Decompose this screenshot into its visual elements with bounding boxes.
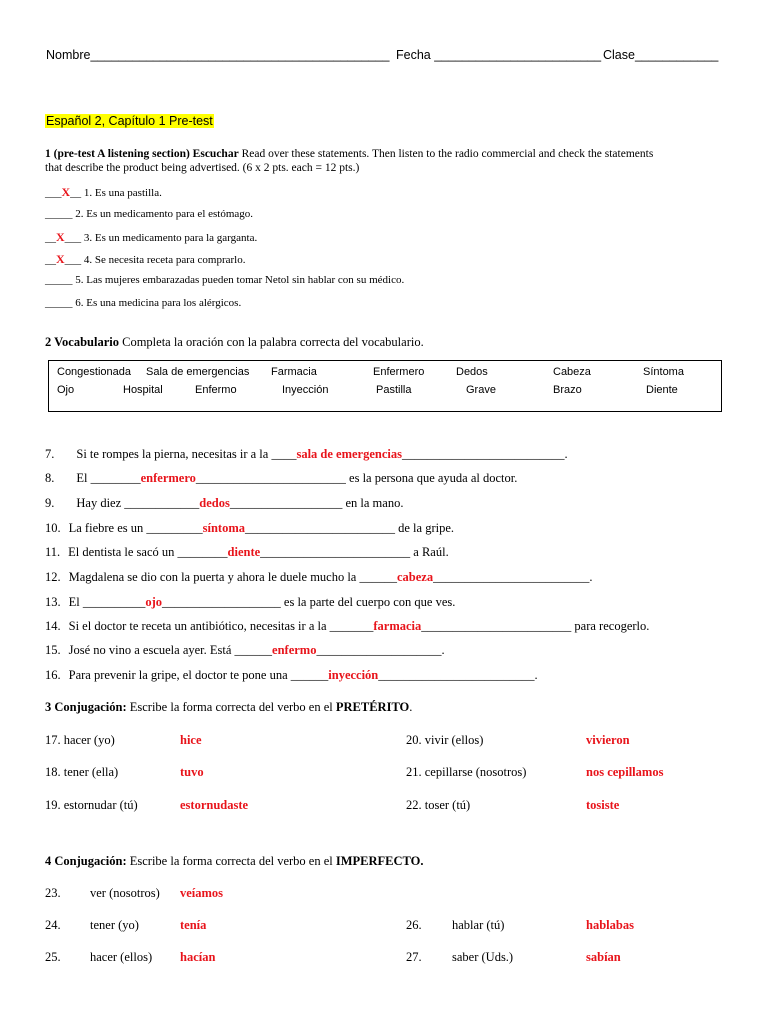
answer[interactable]: diente (227, 545, 261, 559)
sentence-14: 14. Si el doctor te receta un antibiótico, necesitas ir a la _______farmacia________________________ para recogerlo. (45, 619, 650, 633)
vocab-word: Síntoma (643, 366, 684, 378)
vocab-word: Dedos (456, 366, 488, 378)
sentence-8: 8. El ________enfermero________________________ es la persona que ayuda al doctor. (45, 471, 518, 485)
section-3-heading: 3 Conjugación: Escribe la forma correcta del verbo en el PRETÉRITO. (45, 700, 413, 714)
list-item: _____ 5. Las mujeres embarazadas pueden tomar Netol sin hablar con su médico. (45, 274, 405, 286)
imperfect-answer[interactable]: hablabas (586, 918, 634, 932)
check-mark[interactable]: X (61, 185, 71, 199)
conjugation-label: 19. estornudar (tú) (45, 798, 138, 812)
vocab-word: Brazo (553, 384, 582, 396)
sentence-7: 7. Si te rompes la pierna, necesitas ir a la ____sala de emergencias__________________________. (45, 447, 568, 461)
vocab-word: Cabeza (553, 366, 591, 378)
check-mark[interactable]: X (56, 252, 65, 266)
imperfect-answer[interactable]: sabían (586, 950, 621, 964)
list-item: __X___ 3. Es un medicamento para la garganta. (45, 230, 258, 244)
section-4-heading: 4 Conjugación: Escribe la forma correcta del verbo en el IMPERFECTO. (45, 854, 424, 868)
conjugation-answer[interactable]: estornudaste (180, 798, 249, 812)
answer[interactable]: ojo (145, 595, 163, 609)
list-item: __X___ 4. Se necesita receta para comprarlo. (45, 252, 246, 266)
imperfect-answer[interactable]: hacían (180, 950, 216, 964)
conjugation-answer[interactable]: hice (180, 733, 202, 747)
name-line[interactable]: Nombre___________________________________________ (46, 48, 390, 62)
vocab-word: Hospital (123, 384, 163, 396)
section-1-heading: 1 (pre-test A listening section) Escuchar Read over these statements. Then listen to the radio commercial and check the statements (45, 148, 654, 160)
vocab-word: Farmacia (271, 366, 317, 378)
imperfect-number: 25. (45, 950, 61, 964)
imperfect-number: 24. (45, 918, 61, 932)
answer[interactable]: enfermero (140, 471, 196, 485)
conjugation-answer[interactable]: vivieron (586, 733, 630, 747)
imperfect-verb: saber (Uds.) (452, 950, 514, 964)
imperfect-verb: tener (yo) (90, 918, 139, 932)
imperfect-number: 27. (406, 950, 422, 964)
imperfect-verb: ver (nosotros) (90, 886, 160, 900)
sentence-16: 16. Para prevenir la gripe, el doctor te pone una ______inyección_________________________. (45, 668, 538, 682)
answer[interactable]: inyección (328, 668, 379, 682)
vocab-word: Grave (466, 384, 496, 396)
class-line[interactable]: Clase____________ (603, 48, 719, 62)
page-title: Español 2, Capítulo 1 Pre-test (46, 114, 213, 128)
section-1-heading-line2: that describe the product being advertised. (6 x 2 pts. each = 12 pts.) (45, 162, 360, 174)
check-mark[interactable]: X (56, 230, 65, 244)
imperfect-verb: hablar (tú) (452, 918, 505, 932)
section-2-heading: 2 Vocabulario Completa la oración con la palabra correcta del vocabulario. (45, 335, 424, 349)
conjugation-answer[interactable]: tuvo (180, 765, 204, 779)
conjugation-label: 17. hacer (yo) (45, 733, 115, 747)
conjugation-label: 20. vivir (ellos) (406, 733, 484, 747)
sentence-12: 12. Magdalena se dio con la puerta y ahora le duele mucho la ______cabeza_________________________. (45, 570, 593, 584)
vocab-word: Inyección (282, 384, 329, 396)
answer[interactable]: dedos (199, 496, 230, 510)
imperfect-number: 23. (45, 886, 61, 900)
vocab-word: Sala de emergencias (146, 366, 250, 378)
answer[interactable]: farmacia (373, 619, 422, 633)
imperfect-verb: hacer (ellos) (90, 950, 153, 964)
sentence-10: 10. La fiebre es un _________síntoma________________________ de la gripe. (45, 521, 455, 535)
answer[interactable]: síntoma (202, 521, 245, 535)
vocab-word: Enfermo (195, 384, 237, 396)
date-line[interactable]: Fecha ________________________ (396, 48, 602, 62)
conjugation-label: 21. cepillarse (nosotros) (406, 765, 527, 779)
list-item: _____ 2. Es un medicamento para el estómago. (45, 208, 254, 220)
conjugation-label: 22. toser (tú) (406, 798, 471, 812)
list-item: _____ 6. Es una medicina para los alérgicos. (45, 297, 242, 309)
vocab-word: Diente (646, 384, 678, 396)
imperfect-answer[interactable]: veíamos (180, 886, 224, 900)
vocab-word: Ojo (57, 384, 75, 396)
sentence-11: 11. El dentista le sacó un ________diente________________________ a Raúl. (45, 545, 449, 559)
conjugation-answer[interactable]: tosiste (586, 798, 620, 812)
vocab-word: Enfermero (373, 366, 425, 378)
sentence-13: 13. El __________ojo___________________ es la parte del cuerpo con que ves. (45, 595, 456, 609)
answer[interactable]: sala de emergencias (296, 447, 402, 461)
sentence-15: 15. José no vino a escuela ayer. Está ______enfermo____________________. (45, 643, 445, 657)
imperfect-answer[interactable]: tenía (180, 918, 207, 932)
conjugation-answer[interactable]: nos cepillamos (586, 765, 664, 779)
vocab-word: Congestionada (57, 366, 132, 378)
sentence-9: 9. Hay diez ____________dedos__________________ en la mano. (45, 496, 404, 510)
list-item: ___X__ 1. Es una pastilla. (45, 185, 162, 199)
imperfect-number: 26. (406, 918, 422, 932)
answer[interactable]: enfermo (272, 643, 317, 657)
conjugation-label: 18. tener (ella) (45, 765, 119, 779)
answer[interactable]: cabeza (396, 570, 434, 584)
vocab-word: Pastilla (376, 384, 412, 396)
